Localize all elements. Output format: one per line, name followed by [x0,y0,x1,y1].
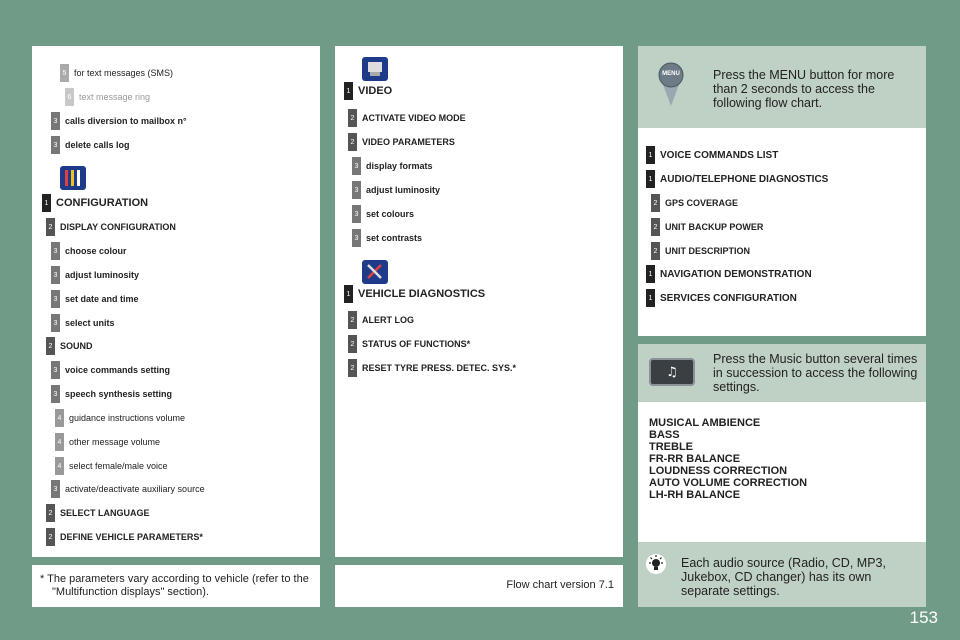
list-item [352,180,440,200]
level-badge: 1 [646,146,655,164]
menu-entry: other message volume [69,437,161,447]
menu-entry: set colours [366,209,415,219]
level-badge: 2 [651,218,660,236]
menu-entry: SERVICES CONFIGURATION [660,292,797,304]
lightbulb-icon [645,553,667,575]
menu-entry: adjust luminosity [366,185,441,195]
list-item [646,145,778,165]
footnote-text: * The parameters vary according to vehicle (refer to the "Multifunction displays" section). [40,573,309,598]
menu-entry: select units [65,318,115,328]
list-item [51,111,187,131]
version-text: Flow chart version 7.1 [506,579,614,591]
list-item [51,241,127,261]
list-item [51,384,172,404]
list-item [51,265,139,285]
section-heading-row [344,81,392,101]
list-item [51,313,115,333]
page-number: 153 [909,608,938,627]
list-item [55,456,168,476]
video-icon [362,57,388,81]
level-badge: 3 [352,157,361,175]
menu-entry: activate/deactivate auxiliary source [65,484,205,494]
list-item [46,503,150,523]
menu-entry: UNIT DESCRIPTION [665,246,751,256]
menu-entry: GPS COVERAGE [665,198,739,208]
menu-entry: choose colour [65,246,127,256]
menu-entry: voice commands setting [65,365,171,375]
section-heading-row [42,193,148,213]
level-badge: 4 [55,409,64,427]
level-badge: 2 [651,194,660,212]
level-badge: 6 [65,88,74,106]
music-settings-list [649,417,807,501]
menu-entry: ACTIVATE VIDEO MODE [362,113,466,123]
music-info-text: Press the Music button several times in succession to access the following settings. [713,352,918,394]
menu-entry: for text messages (SMS) [74,68,174,78]
menu-entry: SOUND [60,341,93,351]
menu-entry: set contrasts [366,233,423,243]
menu-entry: NAVIGATION DEMONSTRATION [660,268,812,280]
menu-button-icon [656,62,686,108]
list-item [46,527,203,547]
source-info-text: Each audio source (Radio, CD, MP3, Jukebox, CD changer) has its own separate settings. [681,556,886,598]
music-setting: TREBLE [649,441,693,453]
level-badge: 1 [646,265,655,283]
list-item [646,169,828,189]
list-item [51,289,139,309]
list-item [348,108,466,128]
level-badge: 2 [46,337,55,355]
menu-entry: speech synthesis setting [65,389,173,399]
level-badge: 3 [51,136,60,154]
list-item [651,217,763,237]
music-setting: AUTO VOLUME CORRECTION [649,477,808,489]
menu-entry: delete calls log [65,140,130,150]
list-item [352,156,433,176]
menu-entry: adjust luminosity [65,270,140,280]
list-item [51,135,130,155]
configuration-heading: CONFIGURATION [56,197,149,209]
level-badge: 2 [46,528,55,546]
vehicle-diagnostics-heading: VEHICLE DIAGNOSTICS [358,288,486,300]
list-item [651,193,738,213]
menu-button-label: MENU [662,71,680,77]
level-badge: 2 [46,504,55,522]
list-item [646,264,812,284]
list-item [348,310,414,330]
menu-entry: calls diversion to mailbox n° [65,116,187,126]
menu-entry: VOICE COMMANDS LIST [660,149,779,161]
level-badge: 2 [348,335,357,353]
level-badge: 3 [51,480,60,498]
level-badge: 1 [344,82,353,100]
list-item [55,408,185,428]
list-item [51,479,205,499]
level-badge: 2 [348,133,357,151]
music-setting: MUSICAL AMBIENCE [649,417,761,429]
level-badge: 1 [646,170,655,188]
menu-entry: text message ring [79,92,151,102]
menu-entry: UNIT BACKUP POWER [665,222,764,232]
menu-entry: SELECT LANGUAGE [60,508,150,518]
level-badge: 1 [344,285,353,303]
video-heading: VIDEO [358,85,393,97]
menu-entry: DEFINE VEHICLE PARAMETERS* [60,532,203,542]
list-item [51,360,170,380]
menu-entry: display formats [366,161,433,171]
list-item [55,432,160,452]
music-setting: LH-RH BALANCE [649,489,741,501]
level-badge: 3 [352,229,361,247]
list-item [348,132,455,152]
menu-entry: set date and time [65,294,139,304]
list-item [46,217,176,237]
menu-entry: AUDIO/TELEPHONE DIAGNOSTICS [660,173,829,185]
menu-entry: DISPLAY CONFIGURATION [60,222,176,232]
music-setting: BASS [649,429,680,441]
configuration-icon [60,166,86,190]
list-item [646,288,797,308]
section-heading-row [344,284,485,304]
menu-entry: STATUS OF FUNCTIONS* [362,339,471,349]
level-badge: 1 [42,194,51,212]
level-badge: 3 [51,314,60,332]
music-setting: LOUDNESS CORRECTION [649,465,788,477]
level-badge: 3 [51,112,60,130]
list-item [352,204,414,224]
vehicle-diagnostics-icon [362,260,388,284]
menu-entry: VIDEO PARAMETERS [362,137,455,147]
music-button-icon [649,358,695,386]
level-badge: 3 [352,205,361,223]
level-badge: 3 [51,266,60,284]
level-badge: 3 [51,290,60,308]
level-badge: 2 [348,311,357,329]
level-badge: 3 [51,385,60,403]
level-badge: 2 [46,218,55,236]
level-badge: 3 [51,361,60,379]
level-badge: 5 [60,64,69,82]
menu-entry: ALERT LOG [362,315,414,325]
level-badge: 3 [51,242,60,260]
menu-entry: guidance instructions volume [69,413,186,423]
list-item [348,358,516,378]
list-item [60,63,173,83]
level-badge: 2 [348,109,357,127]
menu-entry: select female/male voice [69,461,168,471]
level-badge: 3 [352,181,361,199]
list-item [348,334,470,354]
level-badge: 2 [651,242,660,260]
menu-entry: RESET TYRE PRESS. DETEC. SYS.* [362,363,517,373]
list-item [352,228,422,248]
list-item [46,336,93,356]
level-badge: 4 [55,457,64,475]
music-setting: FR-RR BALANCE [649,453,741,465]
level-badge: 1 [646,289,655,307]
level-badge: 2 [348,359,357,377]
level-badge: 4 [55,433,64,451]
music-note-glyph: ♫ [666,364,678,380]
list-item [651,241,750,261]
list-item [65,87,150,107]
menu-info-text: Press the MENU button for more than 2 seconds to access the following flow chart. [713,68,895,110]
